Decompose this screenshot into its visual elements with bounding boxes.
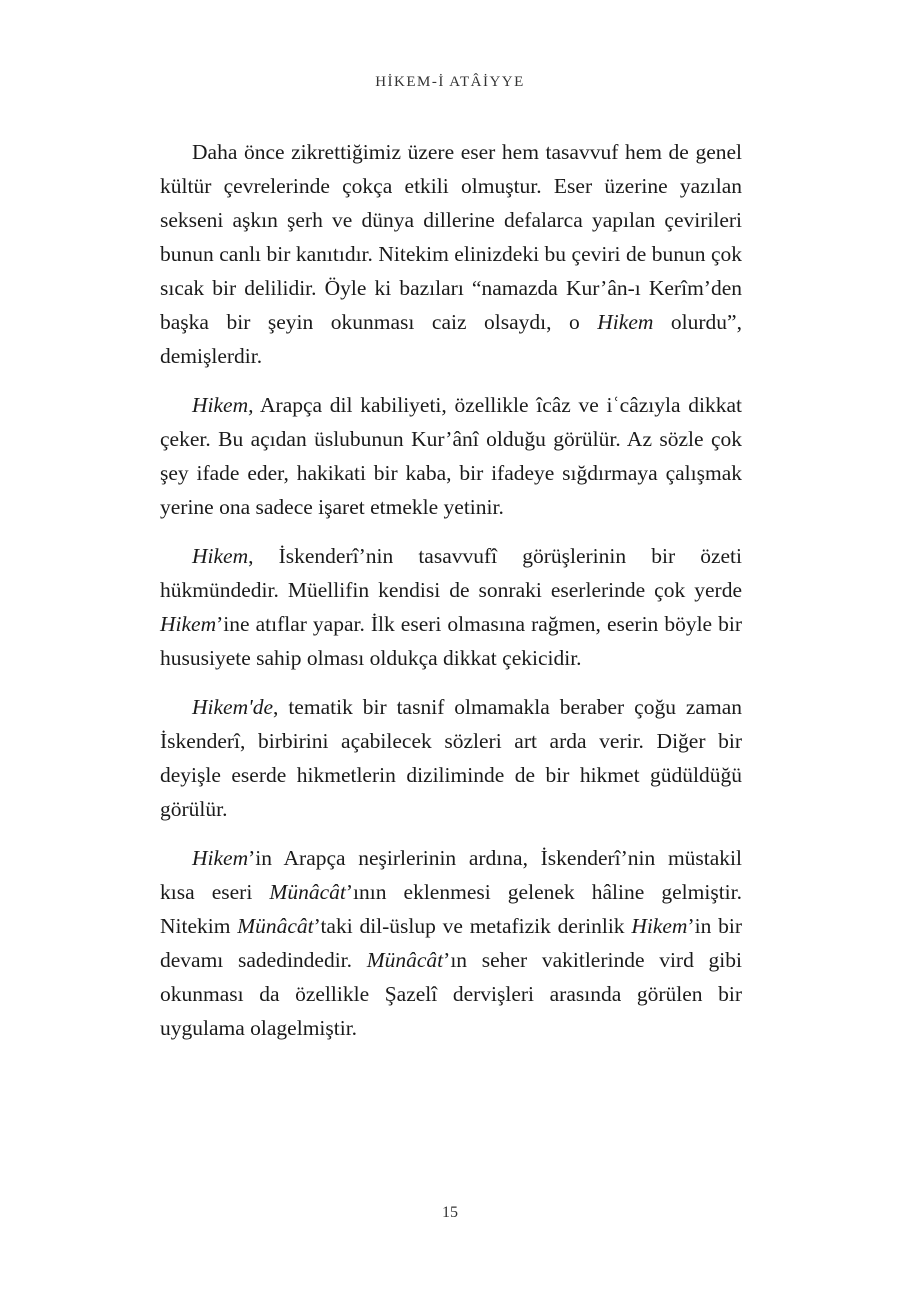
italic-title: Münâcât	[269, 880, 346, 904]
text-run: , tematik bir tasnif olmamakla beraber çoğu zaman İskenderî, birbirini açabilecek sözleri art arda verir. Diğer bir deyişle eserde hikmetlerin diziliminde de bir hikmet güdüldüğü görülür.	[160, 695, 742, 821]
body-text	[160, 135, 742, 1060]
italic-title: Hikem	[631, 914, 688, 938]
text-run: ’taki dil-üslup ve metafizik derinlik	[313, 914, 632, 938]
italic-title: Münâcât	[366, 948, 444, 972]
paragraph	[160, 539, 742, 675]
italic-title: Hikem	[597, 310, 654, 334]
italic-title: Hikem	[160, 612, 217, 636]
italic-title: Hikem	[192, 846, 249, 870]
paragraph	[160, 388, 742, 524]
italic-title: Hikem	[192, 544, 249, 568]
italic-title: Hikem,	[192, 393, 254, 417]
text-run: Arapça dil kabiliyeti, özellikle îcâz ve iʿcâzıyla dikkat çeker. Bu açıdan üslubunun Kur’ânî olduğu görülür. Az sözle çok şey ifade eder, hakikati bir kaba, bir ifadeye sığdırmaya çalışmak yerine ona sadece işaret etmekle yetinir.	[160, 393, 742, 519]
running-head: HİKEM-İ ATÂİYYE	[375, 74, 525, 90]
italic-title: Hikem'de	[192, 695, 274, 719]
italic-title: Münâcât	[237, 914, 314, 938]
paragraph	[160, 841, 742, 1045]
paragraph	[160, 690, 742, 826]
paragraph	[160, 135, 742, 373]
text-run: , İskenderî’nin tasavvufî görüşlerinin bir özeti hükmündedir. Müellifin kendisi de sonraki eserlerinde çok yerde	[160, 544, 742, 602]
text-run: ’in Arapça neşirlerinin ardına, İskenderî’nin müstakil kısa eseri	[160, 846, 742, 904]
text-run: ’in bir devamı sadedindedir.	[160, 914, 742, 972]
text-run: ’ının eklenmesi gelenek hâline gelmiştir. Nitekim	[160, 880, 742, 938]
text-run: ’ın seher vakitlerinde vird gibi okunması da özellikle Şazelî dervişleri arasında görülen bir uygulama olagelmiştir.	[160, 948, 742, 1040]
text-run: ’ine atıflar yapar. İlk eseri olmasına rağmen, eserin böyle bir hususiyete sahip olması oldukça dikkat çekicidir.	[160, 612, 742, 670]
text-run: Daha önce zikrettiğimiz üzere eser hem tasavvuf hem de genel kültür çevrelerinde çokça etkili olmuştur. Eser üzerine yazılan sekseni aşkın şerh ve dünya dillerine defalarca yapılan çevirileri bunun canlı bir kanıtıdır. Nitekim elinizdeki bu çeviri de bunun çok sıcak bir delilidir. Öyle ki bazıları “namazda Kur’ân-ı Kerîm’den başka bir şeyin okunması caiz olsaydı, o	[160, 140, 742, 334]
page-number: 15	[442, 1204, 458, 1221]
text-run: olurdu”, demişlerdir.	[160, 310, 742, 368]
